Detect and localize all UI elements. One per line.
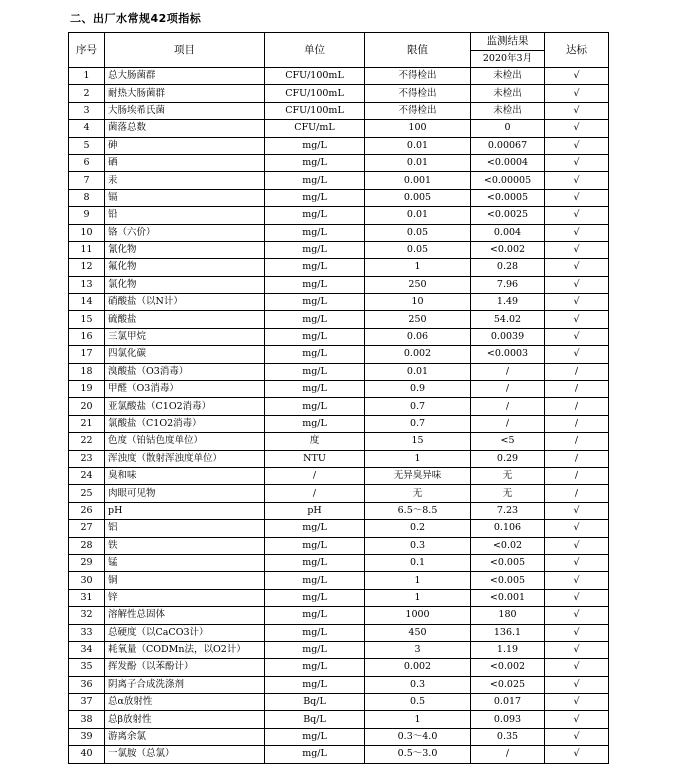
cell-pass: √ (545, 589, 609, 606)
cell-pass: √ (545, 172, 609, 189)
cell-no: 17 (69, 346, 105, 363)
table-row (69, 502, 609, 519)
table-row (69, 102, 609, 119)
cell-result: <0.02 (471, 537, 545, 554)
table-row (69, 189, 609, 206)
cell-item: 砷 (105, 137, 265, 154)
cell-unit: mg/L (265, 398, 365, 415)
table-row (69, 398, 609, 415)
cell-pass: √ (545, 276, 609, 293)
table-row (69, 554, 609, 571)
cell-item: 总β放射性 (105, 711, 265, 728)
table-row (69, 450, 609, 467)
cell-unit: NTU (265, 450, 365, 467)
table-row (69, 311, 609, 328)
cell-result: / (471, 415, 545, 432)
cell-unit: / (265, 485, 365, 502)
cell-item: 色度（铂钴色度单位） (105, 433, 265, 450)
table-body (69, 68, 609, 764)
cell-unit: mg/L (265, 554, 365, 571)
cell-item: 溶解性总固体 (105, 607, 265, 624)
cell-limit: 不得检出 (365, 85, 471, 102)
cell-result: <0.0005 (471, 189, 545, 206)
table-row (69, 120, 609, 137)
cell-no: 2 (69, 85, 105, 102)
cell-limit: 1000 (365, 607, 471, 624)
cell-pass: / (545, 467, 609, 484)
table-row (69, 607, 609, 624)
cell-unit: mg/L (265, 207, 365, 224)
cell-item: 亚氯酸盐（C1O2消毒） (105, 398, 265, 415)
cell-item: 肉眼可见物 (105, 485, 265, 502)
cell-no: 14 (69, 294, 105, 311)
cell-no: 5 (69, 137, 105, 154)
cell-item: 总硬度（以CaCO3计） (105, 624, 265, 641)
table-row (69, 433, 609, 450)
cell-item: 耐热大肠菌群 (105, 85, 265, 102)
cell-result: 未检出 (471, 102, 545, 119)
cell-unit: 度 (265, 433, 365, 450)
cell-no: 23 (69, 450, 105, 467)
cell-limit: 0.002 (365, 659, 471, 676)
cell-unit: mg/L (265, 415, 365, 432)
cell-unit: mg/L (265, 676, 365, 693)
cell-no: 22 (69, 433, 105, 450)
table-row (69, 624, 609, 641)
cell-unit: mg/L (265, 363, 365, 380)
cell-result: 7.96 (471, 276, 545, 293)
table-row (69, 207, 609, 224)
cell-limit: 6.5～8.5 (365, 502, 471, 519)
cell-unit: mg/L (265, 154, 365, 171)
cell-item: 锰 (105, 554, 265, 571)
cell-result: 无 (471, 467, 545, 484)
cell-unit: pH (265, 502, 365, 519)
cell-result: <0.002 (471, 241, 545, 258)
header-result: 监测结果 (471, 33, 545, 51)
cell-pass: √ (545, 537, 609, 554)
cell-pass: √ (545, 207, 609, 224)
cell-pass: √ (545, 676, 609, 693)
cell-pass: √ (545, 711, 609, 728)
cell-result: 0.017 (471, 694, 545, 711)
table-row (69, 363, 609, 380)
cell-no: 30 (69, 572, 105, 589)
cell-no: 10 (69, 224, 105, 241)
table-row (69, 137, 609, 154)
table-row (69, 641, 609, 658)
cell-item: 锌 (105, 589, 265, 606)
table-row (69, 381, 609, 398)
cell-limit: 0.3～4.0 (365, 728, 471, 745)
cell-no: 32 (69, 607, 105, 624)
cell-no: 15 (69, 311, 105, 328)
cell-result: <0.001 (471, 589, 545, 606)
cell-item: 四氯化碳 (105, 346, 265, 363)
cell-limit: 1 (365, 572, 471, 589)
cell-pass: / (545, 485, 609, 502)
cell-result: 1.49 (471, 294, 545, 311)
cell-unit: mg/L (265, 294, 365, 311)
cell-unit: mg/L (265, 276, 365, 293)
cell-item: 铁 (105, 537, 265, 554)
cell-unit: mg/L (265, 624, 365, 641)
document-title: 二、出厂水常规42项指标 (70, 12, 202, 25)
cell-unit: mg/L (265, 224, 365, 241)
cell-unit: mg/L (265, 189, 365, 206)
indicator-table (68, 32, 609, 764)
cell-pass: √ (545, 68, 609, 85)
cell-no: 31 (69, 589, 105, 606)
table-row (69, 589, 609, 606)
cell-unit: mg/L (265, 328, 365, 345)
cell-limit: 3 (365, 641, 471, 658)
cell-no: 19 (69, 381, 105, 398)
cell-item: 三氯甲烷 (105, 328, 265, 345)
cell-item: 氟化物 (105, 259, 265, 276)
header-pass: 达标 (545, 33, 609, 68)
cell-no: 36 (69, 676, 105, 693)
cell-limit: 不得检出 (365, 68, 471, 85)
cell-item: 甲醛（O3消毒） (105, 381, 265, 398)
cell-limit: 0.5 (365, 694, 471, 711)
cell-no: 28 (69, 537, 105, 554)
cell-pass: √ (545, 294, 609, 311)
cell-pass: √ (545, 728, 609, 745)
cell-result: 0.0039 (471, 328, 545, 345)
cell-result: 0.004 (471, 224, 545, 241)
cell-limit: 0.3 (365, 676, 471, 693)
cell-pass: √ (545, 137, 609, 154)
cell-no: 38 (69, 711, 105, 728)
cell-pass: √ (545, 641, 609, 658)
table-row (69, 241, 609, 258)
cell-item: 汞 (105, 172, 265, 189)
cell-item: 硒 (105, 154, 265, 171)
table-row (69, 520, 609, 537)
cell-unit: mg/L (265, 520, 365, 537)
cell-item: 镉 (105, 189, 265, 206)
cell-no: 3 (69, 102, 105, 119)
cell-result: <5 (471, 433, 545, 450)
cell-limit: 0.06 (365, 328, 471, 345)
table-row (69, 572, 609, 589)
cell-no: 29 (69, 554, 105, 571)
cell-unit: mg/L (265, 641, 365, 658)
cell-result: 无 (471, 485, 545, 502)
cell-no: 33 (69, 624, 105, 641)
table-row (69, 537, 609, 554)
table-row (69, 172, 609, 189)
cell-unit: mg/L (265, 346, 365, 363)
cell-no: 24 (69, 467, 105, 484)
cell-unit: mg/L (265, 137, 365, 154)
table-row (69, 224, 609, 241)
cell-unit: / (265, 467, 365, 484)
cell-item: 游离余氯 (105, 728, 265, 745)
cell-unit: mg/L (265, 537, 365, 554)
cell-result: <0.00005 (471, 172, 545, 189)
table-row (69, 294, 609, 311)
cell-no: 11 (69, 241, 105, 258)
cell-pass: / (545, 381, 609, 398)
cell-item: 氯化物 (105, 276, 265, 293)
cell-pass: √ (545, 85, 609, 102)
cell-unit: mg/L (265, 659, 365, 676)
cell-limit: 0.001 (365, 172, 471, 189)
cell-no: 20 (69, 398, 105, 415)
table-row (69, 68, 609, 85)
cell-pass: √ (545, 311, 609, 328)
cell-result: / (471, 398, 545, 415)
cell-unit: Bq/L (265, 711, 365, 728)
cell-pass: √ (545, 520, 609, 537)
cell-result: 未检出 (471, 85, 545, 102)
cell-no: 7 (69, 172, 105, 189)
cell-unit: CFU/100mL (265, 68, 365, 85)
header-item: 项目 (105, 33, 265, 68)
cell-no: 35 (69, 659, 105, 676)
cell-limit: 无异臭异味 (365, 467, 471, 484)
header-limit: 限值 (365, 33, 471, 68)
cell-limit: 无 (365, 485, 471, 502)
table-row (69, 346, 609, 363)
cell-no: 16 (69, 328, 105, 345)
cell-pass: √ (545, 154, 609, 171)
cell-no: 39 (69, 728, 105, 745)
cell-result: 未检出 (471, 68, 545, 85)
cell-no: 25 (69, 485, 105, 502)
cell-limit: 100 (365, 120, 471, 137)
cell-no: 21 (69, 415, 105, 432)
cell-unit: mg/L (265, 728, 365, 745)
cell-limit: 不得检出 (365, 102, 471, 119)
cell-item: 菌落总数 (105, 120, 265, 137)
cell-limit: 1 (365, 450, 471, 467)
cell-result: / (471, 381, 545, 398)
cell-unit: CFU/100mL (265, 85, 365, 102)
table-row (69, 676, 609, 693)
cell-no: 6 (69, 154, 105, 171)
cell-result: 0.106 (471, 520, 545, 537)
cell-unit: mg/L (265, 746, 365, 763)
cell-result: / (471, 746, 545, 763)
table-row (69, 467, 609, 484)
cell-no: 13 (69, 276, 105, 293)
table-row (69, 154, 609, 171)
table-row (69, 711, 609, 728)
cell-item: 氯酸盐（C1O2消毒） (105, 415, 265, 432)
cell-result: <0.005 (471, 554, 545, 571)
cell-limit: 1 (365, 589, 471, 606)
cell-result: <0.025 (471, 676, 545, 693)
cell-pass: √ (545, 259, 609, 276)
cell-pass: / (545, 433, 609, 450)
cell-result: 180 (471, 607, 545, 624)
cell-unit: mg/L (265, 311, 365, 328)
cell-no: 4 (69, 120, 105, 137)
cell-limit: 0.3 (365, 537, 471, 554)
cell-item: 总α放射性 (105, 694, 265, 711)
cell-no: 18 (69, 363, 105, 380)
cell-pass: √ (545, 572, 609, 589)
cell-pass: √ (545, 328, 609, 345)
cell-pass: √ (545, 241, 609, 258)
cell-unit: mg/L (265, 572, 365, 589)
cell-pass: / (545, 415, 609, 432)
cell-item: 硝酸盐（以N计） (105, 294, 265, 311)
cell-result: 0.00067 (471, 137, 545, 154)
cell-pass: √ (545, 224, 609, 241)
cell-unit: Bq/L (265, 694, 365, 711)
cell-item: 铬（六价） (105, 224, 265, 241)
cell-limit: 0.01 (365, 137, 471, 154)
cell-item: 挥发酚（以苯酚计） (105, 659, 265, 676)
cell-result: 0.093 (471, 711, 545, 728)
cell-pass: √ (545, 624, 609, 641)
cell-no: 12 (69, 259, 105, 276)
cell-no: 26 (69, 502, 105, 519)
cell-result: 0.35 (471, 728, 545, 745)
cell-unit: CFU/mL (265, 120, 365, 137)
cell-result: 1.19 (471, 641, 545, 658)
table-row (69, 259, 609, 276)
cell-result: 0 (471, 120, 545, 137)
cell-limit: 0.01 (365, 363, 471, 380)
table-row (69, 746, 609, 763)
cell-item: 铝 (105, 520, 265, 537)
cell-item: 阴离子合成洗涤剂 (105, 676, 265, 693)
cell-unit: mg/L (265, 381, 365, 398)
cell-result: 136.1 (471, 624, 545, 641)
cell-item: 氰化物 (105, 241, 265, 258)
cell-item: 铜 (105, 572, 265, 589)
cell-unit: mg/L (265, 241, 365, 258)
cell-limit: 0.002 (365, 346, 471, 363)
cell-item: 浑浊度（散射浑浊度单位） (105, 450, 265, 467)
cell-pass: √ (545, 189, 609, 206)
cell-item: 一氯胺（总氯） (105, 746, 265, 763)
cell-item: 臭和味 (105, 467, 265, 484)
cell-result: <0.002 (471, 659, 545, 676)
cell-limit: 0.7 (365, 398, 471, 415)
cell-result: / (471, 363, 545, 380)
cell-pass: / (545, 363, 609, 380)
cell-result: <0.0003 (471, 346, 545, 363)
cell-result: <0.0004 (471, 154, 545, 171)
cell-result: 0.29 (471, 450, 545, 467)
cell-pass: √ (545, 102, 609, 119)
table-header (69, 33, 609, 68)
table-row (69, 485, 609, 502)
cell-unit: mg/L (265, 172, 365, 189)
cell-pass: √ (545, 746, 609, 763)
cell-pass: √ (545, 120, 609, 137)
cell-item: 总大肠菌群 (105, 68, 265, 85)
cell-limit: 250 (365, 276, 471, 293)
cell-limit: 0.05 (365, 241, 471, 258)
table-row (69, 728, 609, 745)
cell-pass: / (545, 450, 609, 467)
cell-unit: mg/L (265, 607, 365, 624)
cell-pass: √ (545, 659, 609, 676)
cell-result: 0.28 (471, 259, 545, 276)
cell-limit: 1 (365, 259, 471, 276)
cell-limit: 0.005 (365, 189, 471, 206)
cell-limit: 0.2 (365, 520, 471, 537)
cell-pass: √ (545, 607, 609, 624)
cell-limit: 0.5～3.0 (365, 746, 471, 763)
cell-no: 8 (69, 189, 105, 206)
cell-limit: 0.7 (365, 415, 471, 432)
cell-item: 耗氧量（CODMn法，以O2计） (105, 641, 265, 658)
cell-pass: / (545, 398, 609, 415)
header-unit: 单位 (265, 33, 365, 68)
cell-item: 溴酸盐（O3消毒） (105, 363, 265, 380)
cell-limit: 0.05 (365, 224, 471, 241)
cell-limit: 0.9 (365, 381, 471, 398)
cell-result: 7.23 (471, 502, 545, 519)
cell-no: 34 (69, 641, 105, 658)
cell-result: <0.005 (471, 572, 545, 589)
cell-no: 37 (69, 694, 105, 711)
cell-limit: 450 (365, 624, 471, 641)
table-row (69, 659, 609, 676)
cell-pass: √ (545, 502, 609, 519)
cell-limit: 0.01 (365, 207, 471, 224)
cell-limit: 0.1 (365, 554, 471, 571)
table-row (69, 694, 609, 711)
cell-item: 大肠埃希氏菌 (105, 102, 265, 119)
table-row (69, 85, 609, 102)
cell-no: 9 (69, 207, 105, 224)
cell-no: 27 (69, 520, 105, 537)
cell-item: 硫酸盐 (105, 311, 265, 328)
cell-no: 1 (69, 68, 105, 85)
table-row (69, 415, 609, 432)
cell-unit: mg/L (265, 259, 365, 276)
table-row (69, 276, 609, 293)
cell-limit: 250 (365, 311, 471, 328)
cell-item: 铅 (105, 207, 265, 224)
cell-item: pH (105, 502, 265, 519)
cell-limit: 1 (365, 711, 471, 728)
cell-unit: mg/L (265, 589, 365, 606)
cell-unit: CFU/100mL (265, 102, 365, 119)
header-no: 序号 (69, 33, 105, 68)
cell-pass: √ (545, 346, 609, 363)
cell-limit: 10 (365, 294, 471, 311)
cell-result: 54.02 (471, 311, 545, 328)
cell-pass: √ (545, 554, 609, 571)
table-row (69, 328, 609, 345)
cell-pass: √ (545, 694, 609, 711)
cell-limit: 0.01 (365, 154, 471, 171)
header-result-date: 2020年3月 (471, 50, 545, 68)
cell-result: <0.0025 (471, 207, 545, 224)
cell-no: 40 (69, 746, 105, 763)
cell-limit: 15 (365, 433, 471, 450)
